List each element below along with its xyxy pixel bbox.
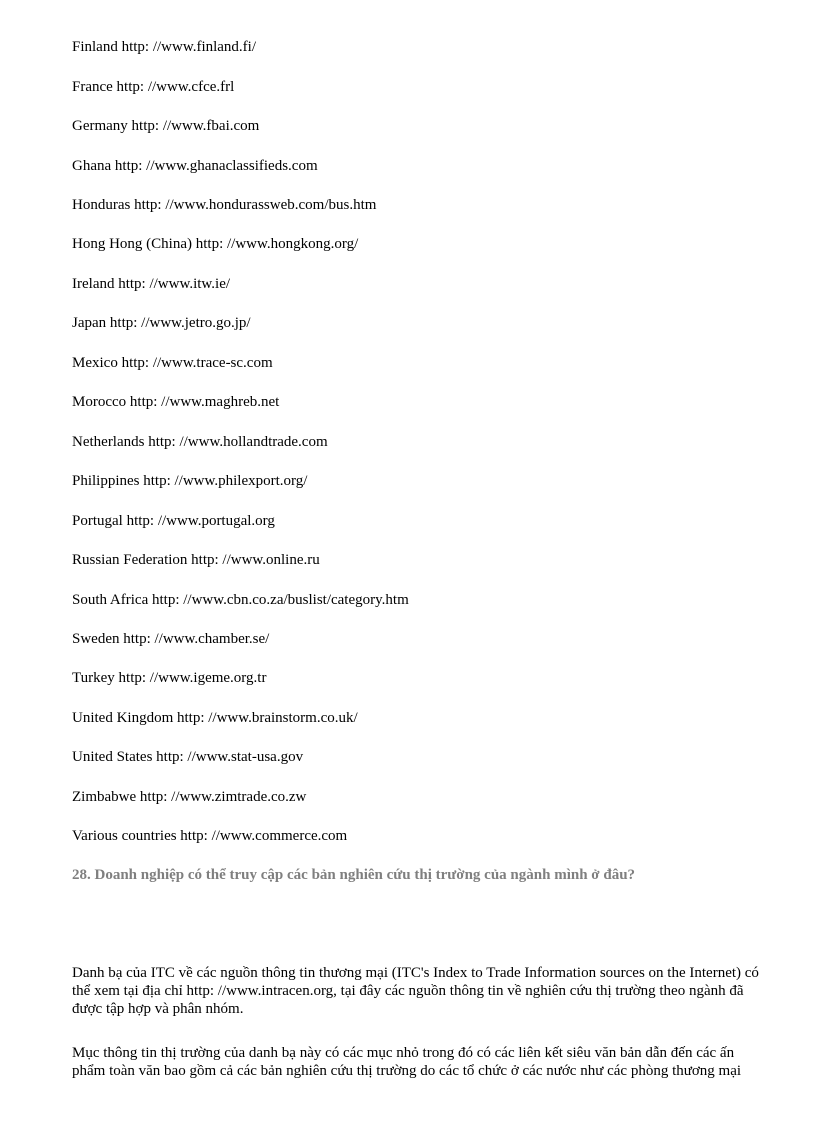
list-item: Various countries http: //www.commerce.com — [72, 828, 348, 844]
paragraph: Danh bạ của ITC về các nguồn thông tin thương mại (ITC's Index to Trade Information sources on the Internet) có thể xem tại địa chỉ http: //www.intracen.org, tại đây các nguồn thông tin về nghiên cứu thị trường theo ngành đã được tập hợp và phân nhóm. — [72, 965, 759, 1017]
list-item: Honduras http: //www.hondurassweb.com/bus.htm — [72, 197, 377, 213]
section-heading: 28. Doanh nghiệp có thể truy cập các bản nghiên cứu thị trường của ngành mình ở đâu? — [72, 867, 636, 883]
list-item: Russian Federation http: //www.online.ru — [72, 552, 320, 568]
list-item: France http: //www.cfce.frl — [72, 79, 235, 95]
list-item: South Africa http: //www.cbn.co.za/buslist/category.htm — [72, 592, 409, 608]
list-item: Hong Hong (China) http: //www.hongkong.org/ — [72, 236, 359, 252]
list-item: United Kingdom http: //www.brainstorm.co.uk/ — [72, 710, 358, 726]
list-item: Finland http: //www.finland.fi/ — [72, 39, 257, 55]
list-item: Sweden http: //www.chamber.se/ — [72, 631, 270, 647]
list-item: Portugal http: //www.portugal.org — [72, 513, 275, 529]
list-item: Philippines http: //www.philexport.org/ — [72, 473, 308, 489]
list-item: United States http: //www.stat-usa.gov — [72, 749, 304, 765]
list-item: Mexico http: //www.trace-sc.com — [72, 355, 273, 371]
list-item: Zimbabwe http: //www.zimtrade.co.zw — [72, 789, 307, 805]
list-item: Turkey http: //www.igeme.org.tr — [72, 670, 267, 686]
list-item: Germany http: //www.fbai.com — [72, 118, 260, 134]
list-item: Japan http: //www.jetro.go.jp/ — [72, 315, 251, 331]
list-item: Ireland http: //www.itw.ie/ — [72, 276, 231, 292]
list-item: Morocco http: //www.maghreb.net — [72, 394, 280, 410]
list-item: Netherlands http: //www.hollandtrade.com — [72, 434, 328, 450]
list-item: Ghana http: //www.ghanaclassifieds.com — [72, 158, 318, 174]
paragraph: Mục thông tin thị trường của danh bạ này có các mục nhỏ trong đó có các liên kết siêu văn bản dẫn đến các ấn phẩm toàn văn bao gồm cả các bản nghiên cứu thị trường do các tổ chức ở các nước như các phòng thương mại — [72, 1045, 742, 1079]
